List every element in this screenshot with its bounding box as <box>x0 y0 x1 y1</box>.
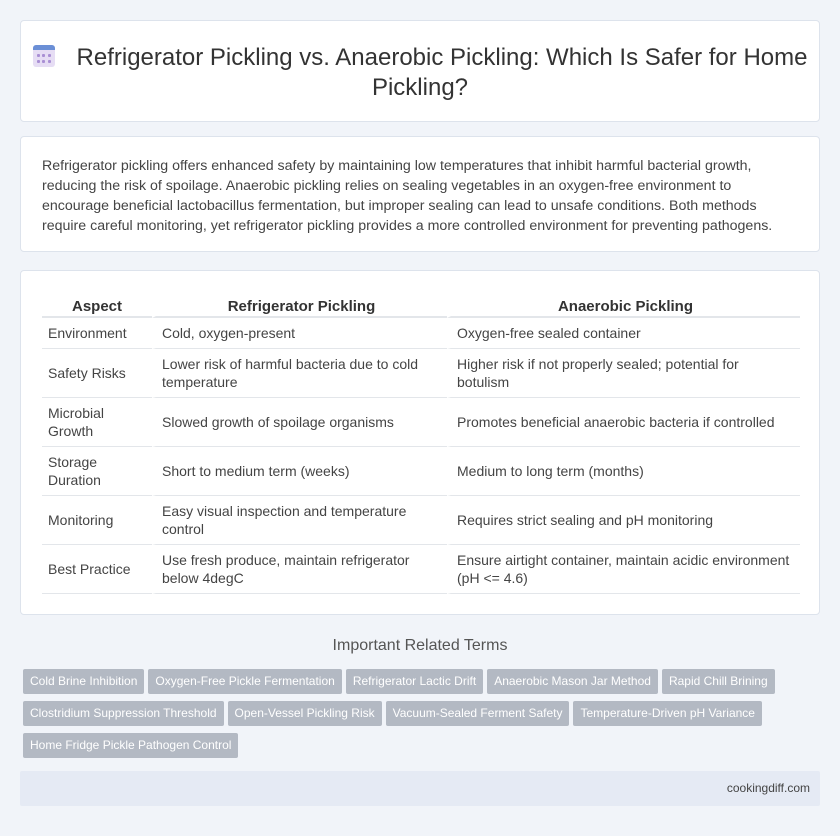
related-term-tag[interactable]: Temperature-Driven pH Variance <box>573 701 762 726</box>
comparison-table-card <box>20 270 820 615</box>
table-row <box>42 545 800 594</box>
calendar-icon <box>33 45 55 67</box>
table-cell-aspect: Safety Risks <box>42 349 152 398</box>
table-cell-refrigerator: Cold, oxygen-present <box>152 318 447 349</box>
table-cell-aspect: Storage Duration <box>42 447 152 496</box>
table-cell-refrigerator: Short to medium term (weeks) <box>152 447 447 496</box>
column-header-refrigerator: Refrigerator Pickling <box>152 296 447 318</box>
related-term-tag[interactable]: Vacuum-Sealed Ferment Safety <box>386 701 570 726</box>
table-cell-aspect: Monitoring <box>42 496 152 545</box>
page-title: Refrigerator Pickling vs. Anaerobic Pickling: Which Is Safer for Home Pickling? <box>76 44 808 101</box>
table-cell-refrigerator: Use fresh produce, maintain refrigerator below 4degC <box>152 545 447 594</box>
table-cell-anaerobic: Higher risk if not properly sealed; potential for botulism <box>447 349 800 398</box>
table-header-row <box>42 296 800 318</box>
related-term-tag[interactable]: Rapid Chill Brining <box>662 669 775 694</box>
related-term-tag[interactable]: Refrigerator Lactic Drift <box>346 669 483 694</box>
table-cell-anaerobic: Ensure airtight container, maintain acidic environment (pH <= 4.6) <box>447 545 800 594</box>
table-cell-aspect: Microbial Growth <box>42 398 152 447</box>
table-cell-refrigerator: Lower risk of harmful bacteria due to cold temperature <box>152 349 447 398</box>
table-cell-aspect: Best Practice <box>42 545 152 594</box>
footer <box>20 771 820 806</box>
table-cell-refrigerator: Slowed growth of spoilage organisms <box>152 398 447 447</box>
related-term-tag[interactable]: Anaerobic Mason Jar Method <box>487 669 658 694</box>
summary-card <box>20 136 820 252</box>
related-term-tag[interactable]: Home Fridge Pickle Pathogen Control <box>23 733 238 758</box>
page-title-wrap <box>21 43 819 103</box>
related-terms-list <box>23 669 803 765</box>
column-header-anaerobic: Anaerobic Pickling <box>447 296 800 318</box>
table-row <box>42 447 800 496</box>
related-term-tag[interactable]: Open-Vessel Pickling Risk <box>228 701 382 726</box>
table-cell-anaerobic: Requires strict sealing and pH monitoring <box>447 496 800 545</box>
table-row <box>42 349 800 398</box>
title-card <box>20 20 820 122</box>
table-cell-anaerobic: Oxygen-free sealed container <box>447 318 800 349</box>
column-header-aspect: Aspect <box>42 296 152 318</box>
related-term-tag[interactable]: Oxygen-Free Pickle Fermentation <box>148 669 341 694</box>
related-term-tag[interactable]: Cold Brine Inhibition <box>23 669 144 694</box>
footer-site-link[interactable]: cookingdiff.com <box>726 781 810 795</box>
table-row <box>42 318 800 349</box>
table-cell-anaerobic: Medium to long term (months) <box>447 447 800 496</box>
table-row <box>42 398 800 447</box>
related-terms-heading: Important Related Terms <box>332 637 508 654</box>
table-cell-anaerobic: Promotes beneficial anaerobic bacteria if controlled <box>447 398 800 447</box>
table-cell-refrigerator: Easy visual inspection and temperature control <box>152 496 447 545</box>
table-row <box>42 496 800 545</box>
table-cell-aspect: Environment <box>42 318 152 349</box>
summary-text: Refrigerator pickling offers enhanced safety by maintaining low temperatures that inhibit harmful bacterial growth, reducing the risk of spoilage. Anaerobic pickling relies on sealing vegetables in an oxygen-free environment to encourage beneficial lactobacillus fermentation, but improper sealing can lead to unsafe conditions. Both methods require careful monitoring, yet refrigerator pickling provides a more controlled environment for preventing pathogens. <box>42 158 773 234</box>
comparison-table <box>42 296 800 594</box>
related-term-tag[interactable]: Clostridium Suppression Threshold <box>23 701 224 726</box>
